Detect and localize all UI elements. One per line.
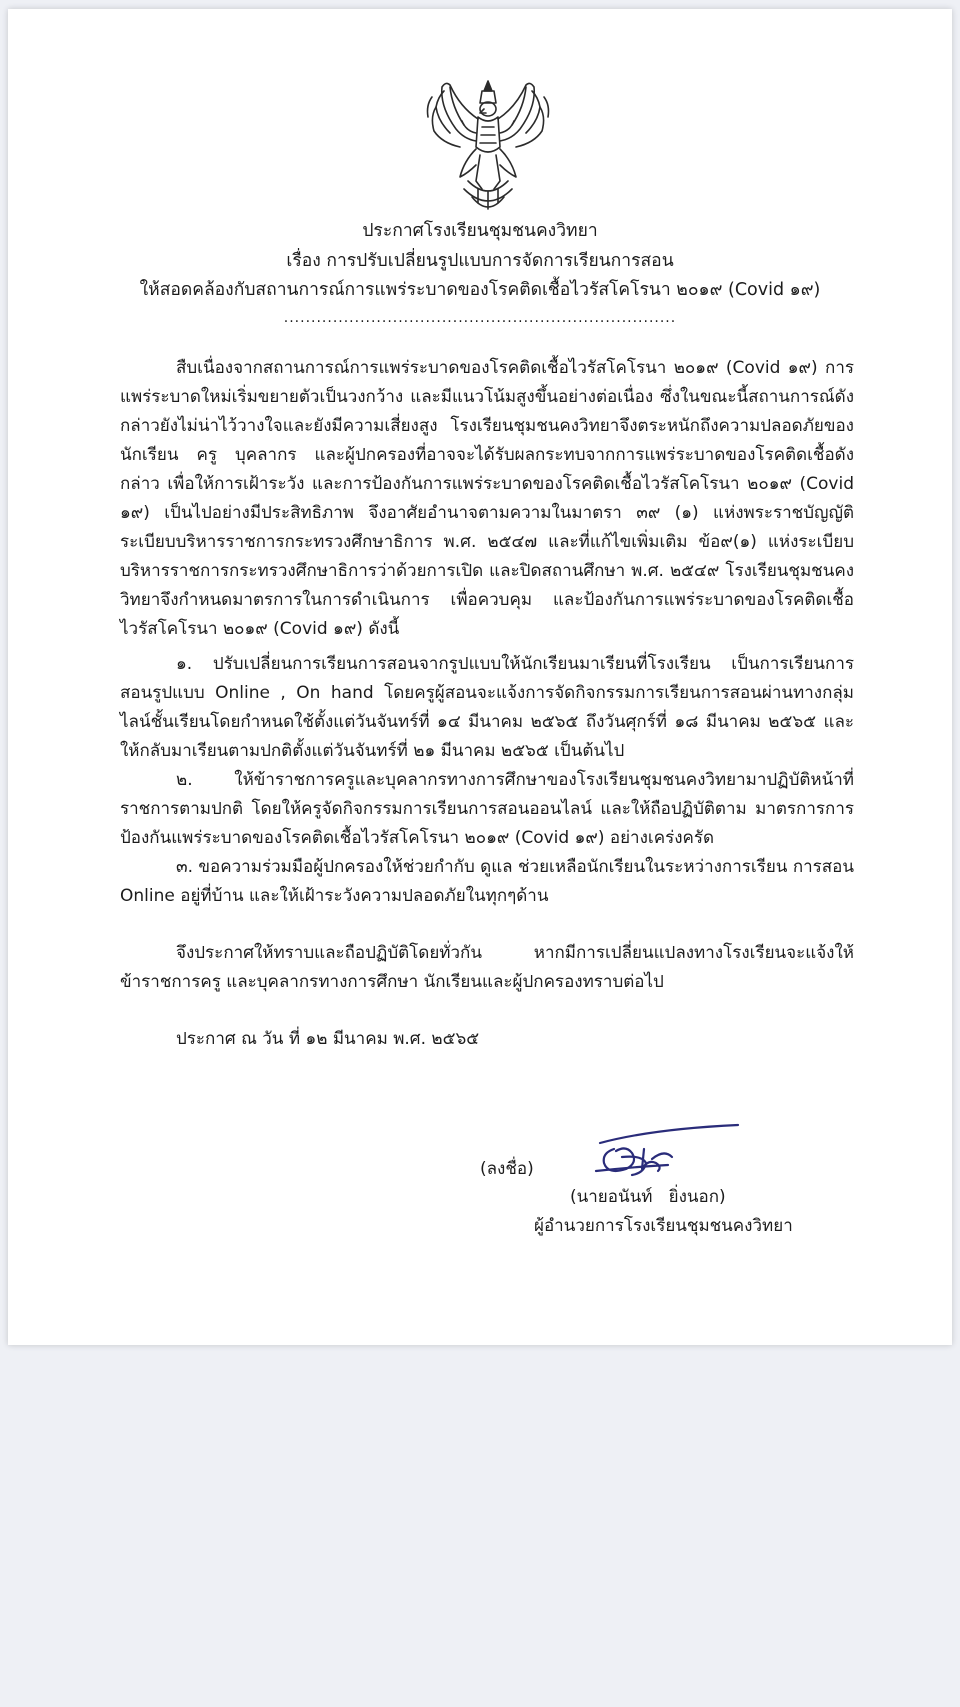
announcement-subject: เรื่อง การปรับเปลี่ยนรูปแบบการจัดการเรียนการสอน [286, 251, 674, 271]
document-page [8, 9, 952, 1345]
closing-paragraph: จึงประกาศให้ทราบและถือปฏิบัติโดยทั่วกัน หากมีการเปลี่ยนแปลงทางโรงเรียนจะแจ้งให้ข้าราชการครู และบุคลากรทางการศึกษา นักเรียนและผู้ปกครองทราบต่อไป [120, 943, 854, 992]
measure-item-1: ๑. ปรับเปลี่ยนการเรียนการสอนจากรูปแบบให้นักเรียนมาเรียนที่โรงเรียน เป็นการเรียนการสอนรูปแบบ Online , On hand โดยครูผู้สอนจะแจ้งการจัดกิจกรรมการเรียนการสอนผ่านทางกลุ่มไลน์ชั้นเรียนโดยกำหนดใช้ตั้งแต่วันจันทร์ที่ ๑๔ มีนาคม ๒๕๖๕ ถึงวันศุกร์ที่ ๑๘ มีนาคม ๒๕๖๕ และให้กลับมาเรียนตามปกติตั้งแต่วันจันทร์ที่ ๒๑ มีนาคม ๒๕๖๕ เป็นต้นไป [120, 654, 854, 761]
intro-paragraph: สืบเนื่องจากสถานการณ์การแพร่ระบาดของโรคติดเชื้อไวรัสโคโรนา ๒๐๑๙ (Covid ๑๙) การแพร่ระบาดใหม่เริ่มขยายตัวเป็นวงกว้าง และมีแนวโน้มสูงขึ้นอย่างต่อเนื่อง ซึ่งในขณะนี้สถานการณ์ดังกล่าวยังไม่น่าไว้วางใจและยังมีความเสี่ยงสูง โรงเรียนชุมชนคงวิทยาจึงตระหนักถึงความปลอดภัยของนักเรียน ครู บุคลากร และผู้ปกครองที่อาจจะได้รับผลกระทบจากการแพร่ระบาดของโรคติดเชื้อดังกล่าว เพื่อให้การเฝ้าระวัง และการป้องกันการแพร่ระบาดของโรคติดเชื้อไวรัสโคโรนา ๒๐๑๙ (Covid ๑๙) เป็นไปอย่างมีประสิทธิภาพ จึงอาศัยอำนาจตามความในมาตรา ๓๙ (๑) แห่งพระราชบัญญัติระเบียบบริหารราชการกระทรวงศึกษาธิการ พ.ศ. ๒๕๔๗ และที่แก้ไขเพิ่มเติม ข้อ๙(๑) แห่งระเบียบบริหารราชการกระทรวงศึกษาธิการว่าด้วยการเปิด และปิดสถานศึกษา พ.ศ. ๒๕๔๙ โรงเรียนชุมชนคงวิทยาจึงกำหนดมาตรการในการดำเนินการ เพื่อควบคุม และป้องกันการแพร่ระบาดของโรคติดเชื้อไวรัสโคโรนา ๒๐๑๙ (Covid ๑๙) ดังนี้ [120, 358, 854, 639]
measure-item-3: ๓. ขอความร่วมมือผู้ปกครองให้ช่วยกำกับ ดูแล ช่วยเหลือนักเรียนในระหว่างการเรียน การสอน Online อยู่ที่บ้าน และให้เฝ้าระวังความปลอดภัยในทุกๆด้าน [120, 857, 854, 906]
signature-icon [592, 1119, 742, 1189]
sign-label: (ลงชื่อ) [480, 1159, 534, 1179]
signer-name: (นายอนันท์ ยิ่งนอก) [570, 1187, 726, 1207]
separator-dots: ........................................................................ [283, 310, 677, 326]
signer-position: ผู้อำนวยการโรงเรียนชุมชนคงวิทยา [534, 1216, 793, 1236]
announcement-date: ประกาศ ณ วัน ที่ ๑๒ มีนาคม พ.ศ. ๒๕๖๕ [176, 1029, 480, 1049]
garuda-emblem-icon [420, 77, 556, 219]
announcement-title: ประกาศโรงเรียนชุมชนคงวิทยา [362, 221, 598, 241]
measure-item-2: ๒. ให้ข้าราชการครูและบุคลากรทางการศึกษาของโรงเรียนชุมชนคงวิทยามาปฏิบัติหน้าที่ราชการตามปกติ โดยให้ครูจัดกิจกรรมการเรียนการสอนออนไลน์ และให้ถือปฏิบัติตาม มาตรการการป้องกันแพร่ระบาดของโรคติดเชื้อไวรัสโคโรนา ๒๐๑๙ (Covid ๑๙) อย่างเคร่งครัด [120, 770, 854, 848]
announcement-subject-line2: ให้สอดคล้องกับสถานการณ์การแพร่ระบาดของโรคติดเชื้อไวรัสโคโรนา ๒๐๑๙ (Covid ๑๙) [139, 280, 821, 300]
